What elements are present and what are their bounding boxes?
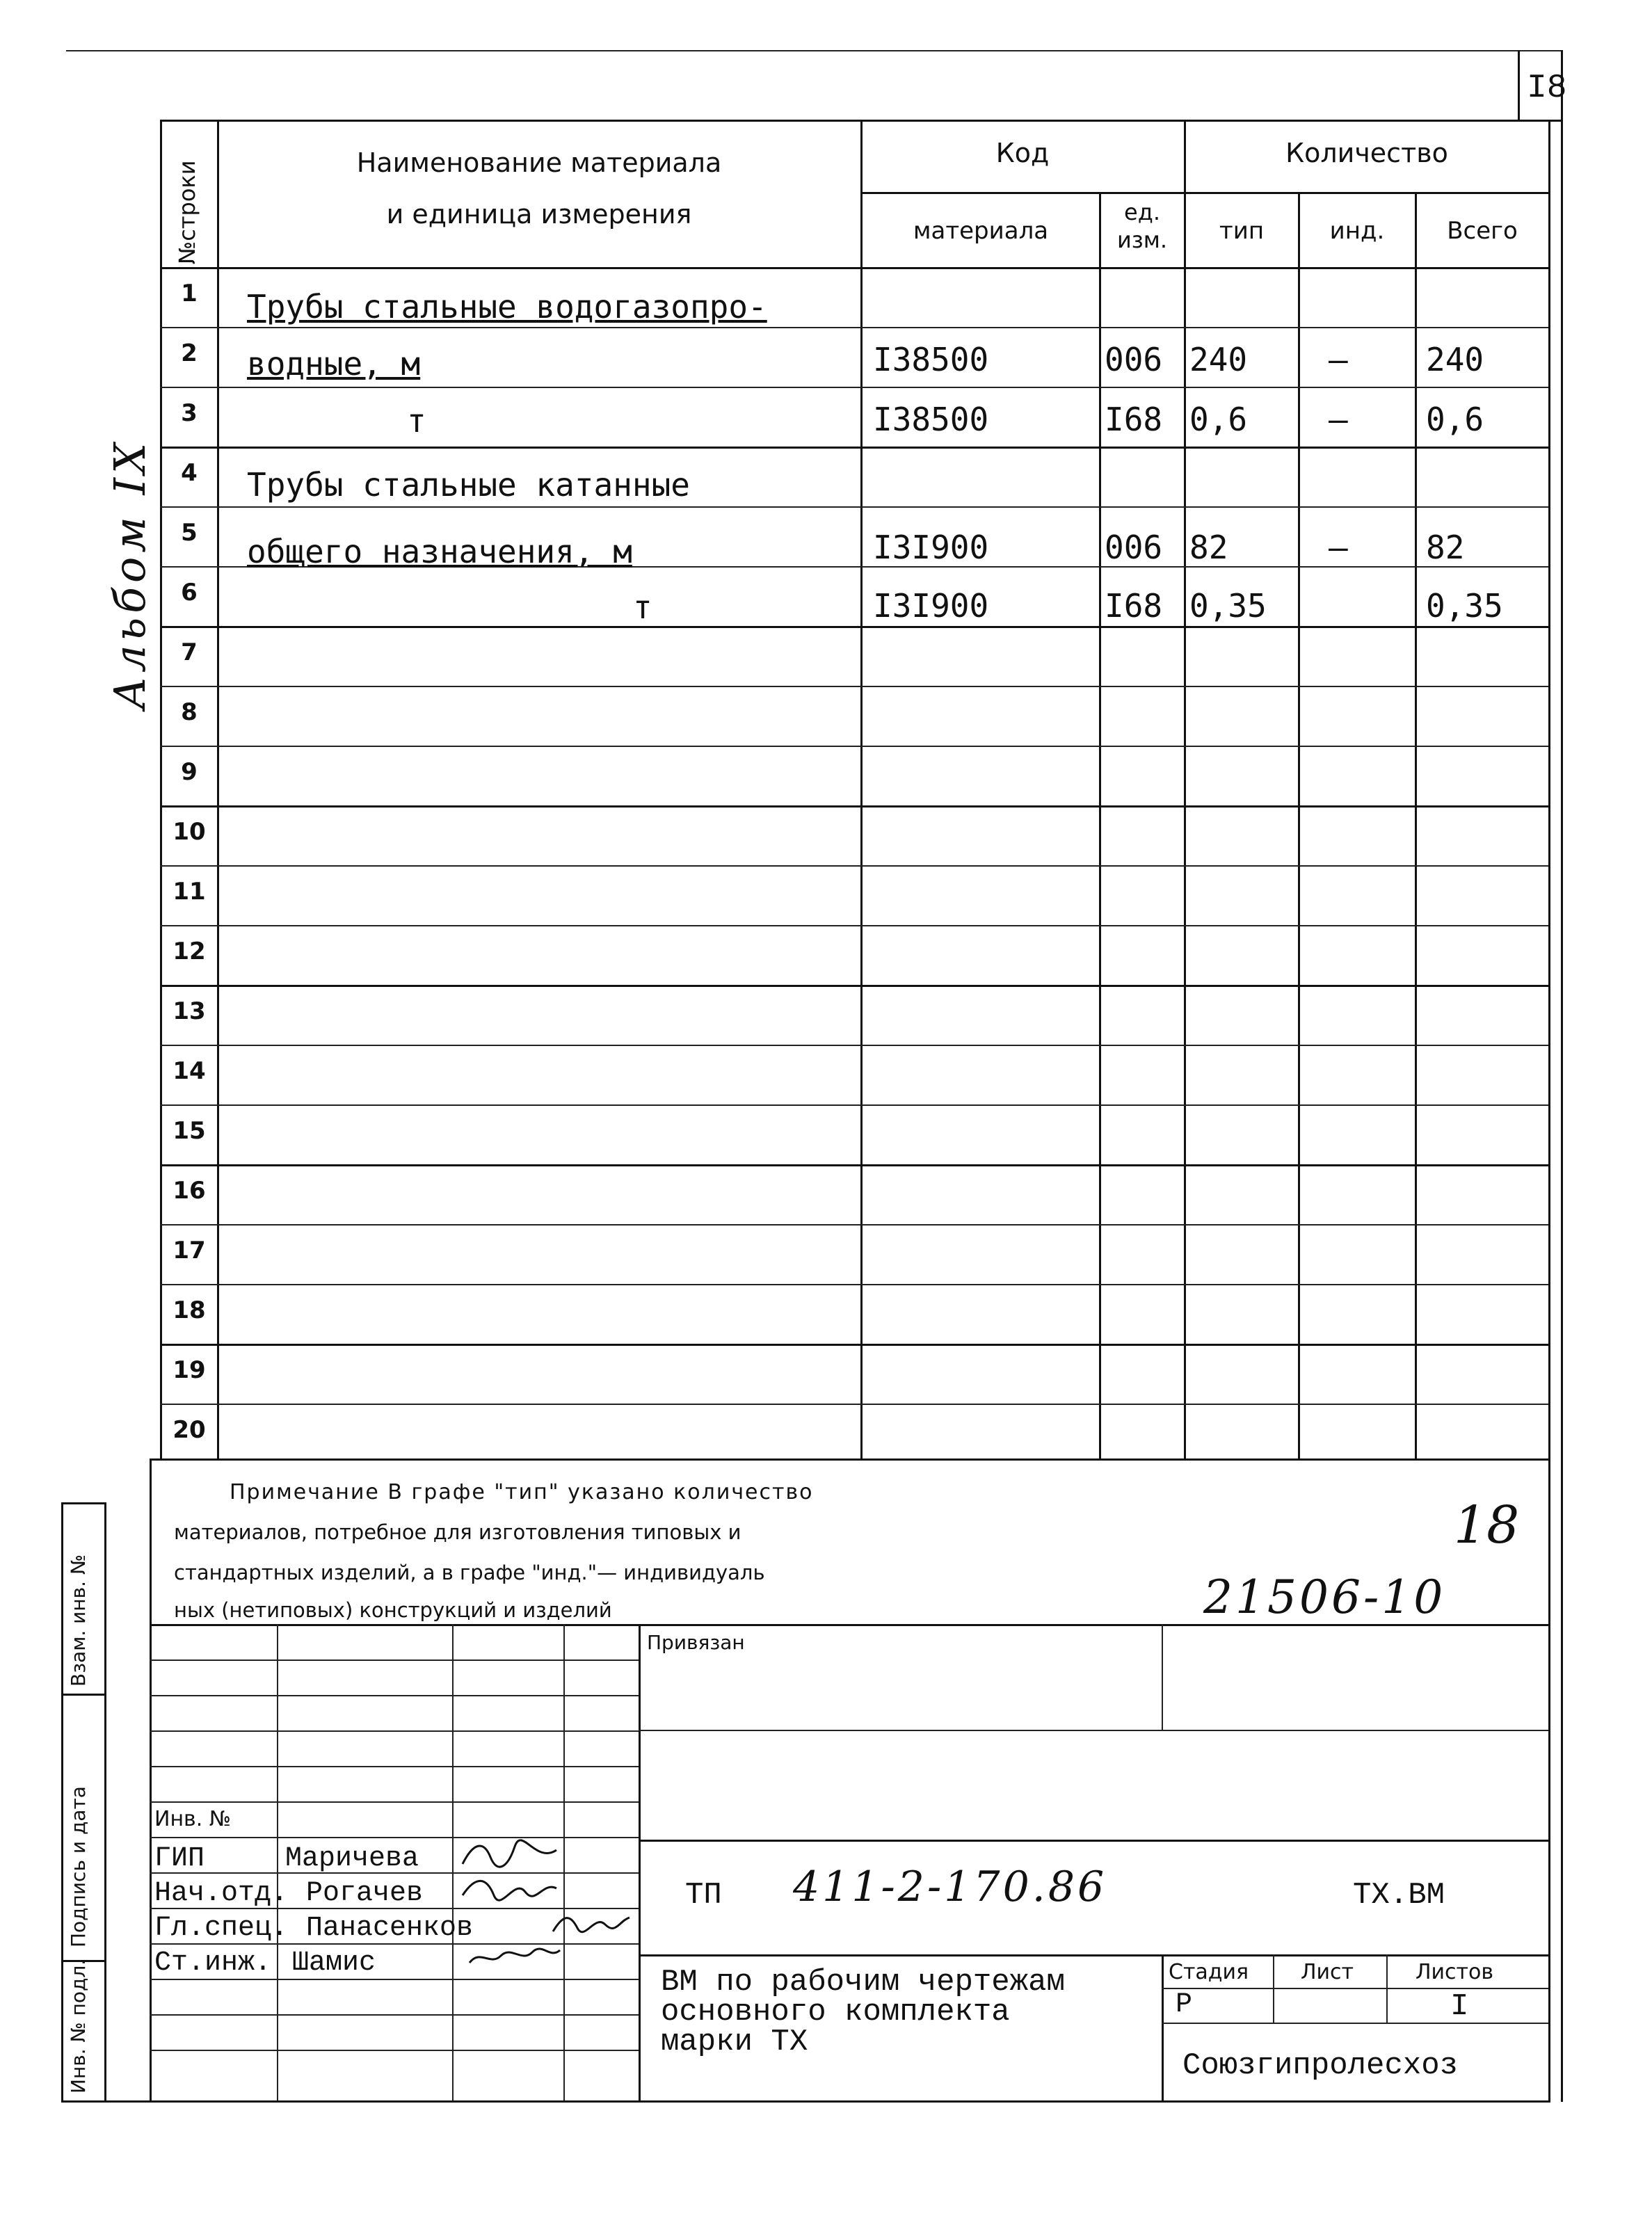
header-ind: инд. [1329,217,1385,245]
title-line-1: ВМ по рабочим чертежам [661,1965,1065,2000]
stage-row [1162,1988,1548,1989]
row-line [160,1104,1548,1106]
row-5-name: общего назначения, м [247,533,632,570]
row-number: 6 [181,579,198,606]
header-name-line2: и единица измерения [386,199,692,230]
sig-row [150,1801,639,1803]
row-line [160,1224,1548,1225]
row-6-name: т [633,588,652,626]
top-rule [66,50,1562,51]
stage-value: Р [1176,1989,1193,2020]
sheet-label: Лист [1301,1960,1354,1984]
stamp-line [639,1840,1548,1842]
person-role: Нач.отд. [154,1878,289,1909]
row-4-name: Трубы стальные катанные [247,466,690,504]
header-name-line1: Наименование материала [356,147,722,178]
row-line [160,805,1548,807]
sheets-value: I [1450,1989,1469,2024]
signature-4 [466,1942,563,1973]
sig-row [150,1979,639,1980]
row-5-material: I3I900 [873,529,989,566]
row-number: 15 [173,1117,206,1145]
row-number: 4 [181,459,198,487]
row-line [160,1344,1548,1346]
margin-inner-edge [104,1502,106,2100]
row-line [160,985,1548,987]
handwritten-mark: 18 [1454,1495,1520,1555]
stamp-right-edge [1548,1458,1550,2103]
row-number: 18 [173,1296,206,1324]
row-5-ind: – [1329,529,1348,566]
margin-line [61,2100,104,2103]
table-right-border [1548,120,1550,1476]
margin-left-edge [61,1502,63,2100]
row-number: 13 [173,997,206,1025]
sig-row [150,1660,639,1661]
attached-label: Привязан [647,1631,745,1654]
row-3-type: 0,6 [1189,401,1248,438]
row-line [160,327,1548,328]
stamp-line [639,1730,1548,1731]
person-role: ГИП [154,1843,205,1874]
stage-row [1162,2023,1548,2024]
row-number: 5 [181,519,198,547]
row-line [160,1045,1548,1046]
row-number: 17 [173,1237,206,1264]
person-name: Маричева [285,1843,419,1874]
col-unit-sep [1099,193,1101,1458]
header-bottom-line [160,267,1548,269]
row-line [160,626,1548,628]
header-type: тип [1219,217,1265,245]
album-label: Альбом IX [104,438,155,709]
margin-signature: Подпись и дата [67,1786,90,1947]
signature-1 [459,1836,563,1871]
row-line [160,746,1548,747]
row-number: 14 [173,1057,206,1085]
row-2-total: 240 [1426,341,1484,378]
header-mid-line [860,192,1548,194]
row-2-name: водные, м [247,345,421,383]
row-6-material: I3I900 [873,587,989,625]
row-3-name: т [407,402,426,440]
row-line [160,925,1548,926]
row-2-material: I38500 [873,341,989,378]
row-line [160,387,1548,388]
row-line [160,506,1548,508]
title-line-3: марки ТХ [661,2025,808,2059]
row-2-unit: 006 [1105,341,1163,378]
row-number: 12 [173,938,206,965]
signature-3 [550,1907,633,1938]
row-number: 7 [181,638,198,666]
title-line-2: основного комплекта [661,1995,1010,2030]
row-5-unit: 006 [1105,529,1163,566]
note-line-1: Примечание В графе "тип" указано количество [230,1480,814,1504]
note-line-4: ных (нетиповых) конструкций и изделий [174,1598,612,1622]
margin-vzam: Взам. инв. № [67,1554,90,1687]
note-line-3: стандартных изделий, а в графе "инд."— индивидуаль [174,1561,765,1584]
row-2-ind: – [1329,341,1348,378]
attached-divider [1162,1624,1163,1730]
col-type-sep [1298,193,1300,1458]
row-line [160,1404,1548,1405]
mark-code: ТХ.ВМ [1353,1878,1445,1913]
row-line [160,447,1548,449]
header-quantity: Количество [1285,138,1448,168]
row-number: 8 [181,698,198,726]
header-unit-line2: изм. [1116,227,1168,253]
header-material: материала [913,217,1049,245]
row-3-material: I38500 [873,401,989,438]
stage-col [1273,1954,1274,2024]
row-number: 16 [173,1177,206,1205]
sig-row [150,1837,639,1838]
stage-col [1386,1954,1388,2024]
row-number: 10 [173,818,206,846]
row-3-ind: – [1329,401,1348,438]
row-number: 11 [173,878,206,906]
person-role: Гл.спец. [154,1913,289,1944]
row-6-total: 0,35 [1426,587,1503,625]
row-line [160,1164,1548,1166]
sig-row [150,2050,639,2051]
sheets-label: Листов [1416,1960,1494,1984]
table-bottom-line [150,1458,1548,1461]
row-6-unit: I68 [1105,587,1163,625]
row-line [160,1284,1548,1285]
row-1-name: Трубы стальные водогазопро- [247,288,767,326]
sig-row [150,1766,639,1767]
stage-label: Стадия [1169,1960,1249,1984]
person-name: Шамис [292,1947,376,1979]
stamp-line [639,1954,1548,1956]
person-name: Рогачев [306,1878,424,1909]
person-role: Ст.инж. [154,1947,272,1979]
row-number: 1 [181,280,198,307]
row-5-total: 82 [1426,529,1465,566]
tp-label: ТП [685,1878,722,1913]
header-code: Код [995,138,1050,168]
margin-line [61,1502,104,1504]
sig-row [150,1730,639,1732]
row-number: 3 [181,399,198,427]
header-unit-line1: ед. [1124,199,1160,225]
col-name-sep [860,120,863,1458]
sheet-number: I8 [1527,70,1567,107]
sig-row [150,2014,639,2016]
sheet-number-box-left [1518,50,1520,120]
stamp-bottom-edge [104,2100,1548,2103]
margin-line [61,1694,104,1696]
row-number: 9 [181,758,198,786]
row-2-type: 240 [1189,341,1248,378]
inv-label: Инв. № [154,1807,232,1831]
note-line-2: материалов, потребное для изготовления типовых и [174,1520,741,1544]
header-row-no: №строки [174,160,200,264]
margin-inv-podl: Инв. № подл. [67,1959,90,2094]
header-total: Всего [1447,217,1518,245]
row-number: 20 [173,1416,206,1444]
row-6-type: 0,35 [1189,587,1267,625]
row-5-type: 82 [1189,529,1228,566]
col-ind-sep [1415,193,1417,1458]
organization: Союзгипролесхоз [1182,2048,1459,2083]
frame-right-edge [1561,50,1563,2102]
stamp-divider [639,1624,641,2100]
row-number: 19 [173,1356,206,1384]
title-divider [1162,1954,1164,2100]
col-rownum-sep [217,120,219,1458]
row-3-total: 0,6 [1426,401,1484,438]
col-code-sep [1184,120,1186,1458]
stamp-left-edge [150,1458,152,2100]
row-3-unit: I68 [1105,401,1163,438]
row-line [160,686,1548,687]
person-name: Панасенков [306,1913,474,1944]
tp-number: 411-2-170.86 [793,1863,1107,1911]
sig-row [150,1695,639,1696]
signature-2 [459,1871,563,1906]
row-number: 2 [181,339,198,367]
row-line [160,865,1548,867]
stamp-top-line [150,1624,1548,1626]
handwritten-doc-number: 21506-10 [1203,1570,1446,1624]
